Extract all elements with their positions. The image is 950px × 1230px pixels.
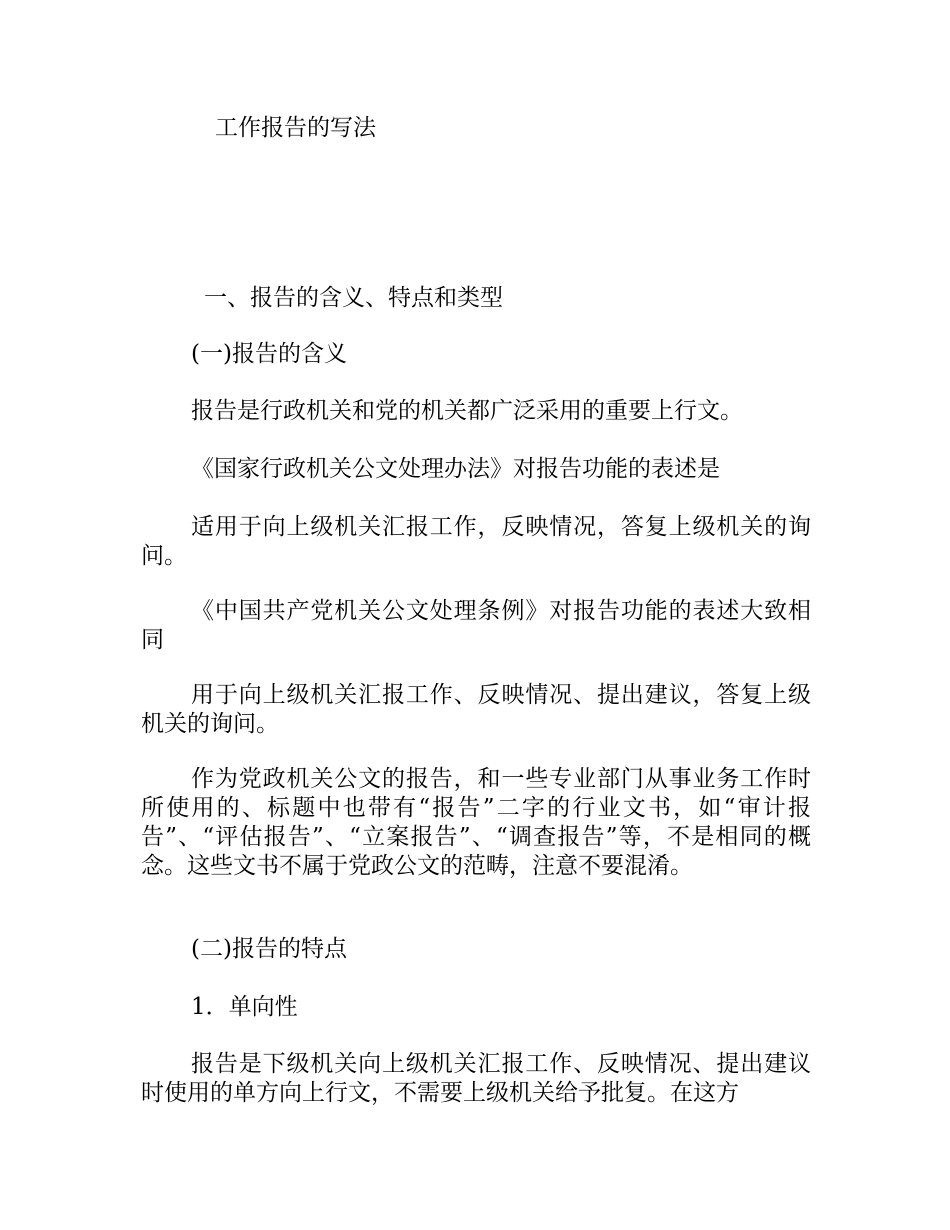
paragraph-party-function: 用于向上级机关汇报工作、反映情况、提出建议，答复上级机关的询问。 [141,682,811,737]
paragraph-definition: 报告是行政机关和党的机关都广泛采用的重要上行文。 [191,398,743,424]
section-heading: 一、报告的含义、特点和类型 [204,285,503,311]
subsection-heading-meaning: (一)报告的含义 [191,341,347,367]
paragraph-admin-function: 适用于向上级机关汇报工作，反映情况，答复上级机关的询问。 [141,514,811,569]
subsection-heading-features: (二)报告的特点 [191,936,347,962]
paragraph-party-regulations: 《中国共产党机关公文处理条例》对报告功能的表述大致相同 [141,598,811,653]
paragraph-admin-measures: 《国家行政机关公文处理办法》对报告功能的表述是 [191,456,720,482]
document-title: 工作报告的写法 [215,115,376,141]
paragraph-unidirectional: 报告是下级机关向上级机关汇报工作、反映情况、提出建议时使用的单方向上行文，不需要上级机关给予批复。在这方 [141,1051,811,1106]
paragraph-distinction: 作为党政机关公文的报告，和一些专业部门从事业务工作时所使用的、标题中也带有“报告”二字的行业文书，如“审计报告”、“评估报告”、“立案报告”、“调查报告”等，不是相同的概念。这些文书不属于党政公文的范畴，注意不要混淆。 [141,766,811,879]
feature-heading-unidirectional: 1．单向性 [191,994,298,1020]
